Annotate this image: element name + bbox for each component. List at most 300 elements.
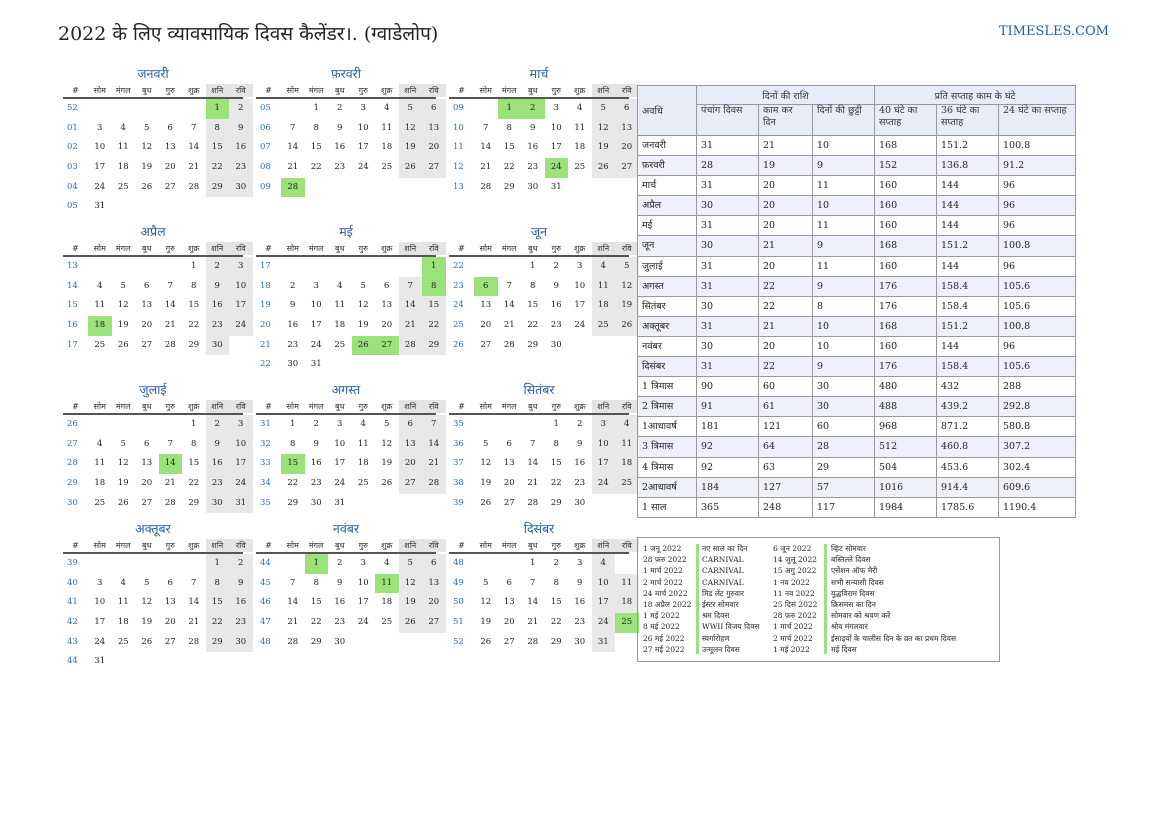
day-cell: 3 (360, 558, 366, 568)
day-cell (112, 415, 136, 435)
value-cell: 105.6 (999, 276, 1076, 296)
day-cell: 23 (334, 617, 346, 628)
day-cell: 14 (527, 458, 539, 469)
day-cell: 19 (117, 478, 129, 489)
day-cell: 23 (229, 158, 253, 178)
day-cell: 15 (188, 458, 200, 469)
weekday-label: मंगल (501, 244, 517, 253)
holiday-date: 14 जुलू 2022 (773, 555, 818, 565)
value-cell: 30 (697, 336, 759, 356)
days-group-header: दिनों की राशि (697, 86, 875, 105)
day-cell: 24 (545, 158, 569, 178)
day-cell: 9 (229, 119, 253, 139)
day-cell (399, 257, 423, 277)
day-cell: 19 (141, 617, 153, 628)
value-cell: 181 (697, 417, 759, 437)
week-row (63, 277, 247, 297)
weekday-label: सोम (479, 541, 492, 550)
week-row (256, 355, 436, 375)
holiday-name: एसेंशन ऑफ मैरी (831, 566, 878, 576)
week-row (63, 197, 243, 217)
weekday-label: # (458, 402, 465, 411)
period-cell: जून (638, 236, 697, 256)
value-cell: 30 (697, 296, 759, 316)
day-cell: 5 (483, 438, 489, 449)
week-number: 06 (260, 122, 271, 133)
week-row (449, 158, 633, 178)
weekday-label: बुध (335, 86, 345, 95)
day-cell: 5 (144, 122, 150, 133)
day-cell: 4 (384, 103, 390, 113)
weekday-label: शनि (592, 242, 616, 255)
weekday-label: बुध (528, 86, 538, 95)
value-cell: 144 (937, 196, 999, 216)
day-cell: 28 (399, 336, 423, 356)
day-cell: 29 (422, 336, 446, 356)
week-row (256, 296, 440, 316)
day-cell: 21 (480, 162, 492, 173)
day-cell: 3 (592, 415, 616, 435)
day-cell: 4 (577, 103, 583, 113)
day-cell: 2 (521, 99, 545, 119)
holiday-date: 1 नव 2022 (773, 577, 810, 587)
day-cell: 14 (188, 142, 200, 153)
weekday-label: शनि (206, 84, 230, 97)
value-cell: 160 (875, 196, 937, 216)
day-cell: 13 (381, 300, 393, 311)
day-cell: 22 (550, 617, 562, 628)
day-cell: 23 (310, 478, 322, 489)
value-cell: 9 (813, 276, 875, 296)
weekday-label: रवि (422, 242, 446, 255)
value-cell: 63 (759, 457, 813, 477)
day-cell: 9 (337, 577, 343, 588)
period-cell: फ़रवरी (638, 156, 697, 176)
holiday-list (637, 537, 1000, 662)
value-cell: 96 (999, 216, 1076, 236)
weekday-label: मंगल (308, 244, 324, 253)
month-name: मई (339, 224, 353, 239)
day-cell: 19 (399, 138, 423, 158)
week-number: 44 (260, 558, 271, 568)
weekday-label: गुरु (358, 244, 368, 253)
day-cell (159, 99, 183, 119)
value-cell: 10 (813, 196, 875, 216)
day-cell: 31 (229, 494, 253, 514)
value-cell: 144 (937, 176, 999, 196)
day-cell: 13 (422, 119, 446, 139)
day-cell: 22 (206, 158, 230, 178)
day-cell (88, 257, 112, 277)
day-cell: 16 (206, 296, 230, 316)
week-row (449, 574, 633, 594)
day-cell (112, 257, 136, 277)
day-cell: 18 (117, 617, 129, 628)
day-cell: 12 (480, 458, 492, 469)
week-number: 24 (453, 300, 464, 311)
week-row (449, 633, 629, 653)
day-cell: 13 (164, 597, 176, 608)
value-cell: 307.2 (999, 437, 1076, 457)
day-cell: 17 (574, 300, 586, 311)
month-name: मार्च (529, 66, 549, 81)
weekday-label: गुरु (551, 402, 561, 411)
day-cell: 5 (592, 99, 616, 119)
value-cell: 871.2 (937, 417, 999, 437)
weekday-label: सोम (286, 86, 299, 95)
weekday-label: बुध (528, 402, 538, 411)
day-cell: 25 (117, 181, 129, 192)
week-number: 35 (260, 497, 271, 508)
day-cell: 2 (337, 103, 343, 113)
day-cell: 10 (592, 574, 616, 594)
month-6 (449, 222, 633, 355)
period-cell: अप्रैल (638, 196, 697, 216)
day-cell: 24 (229, 316, 253, 336)
day-cell: 2 (290, 280, 296, 291)
day-cell: 19 (480, 478, 492, 489)
day-cell: 6 (474, 277, 498, 297)
week-row (449, 454, 633, 474)
day-cell: 23 (550, 320, 562, 331)
day-cell: 19 (141, 162, 153, 173)
week-number: 17 (260, 261, 271, 271)
value-cell: 21 (759, 236, 813, 256)
week-row (256, 99, 436, 119)
week-number: 47 (260, 617, 271, 628)
holiday-name: CARNIVAL (702, 566, 744, 576)
weekday-label: # (458, 86, 465, 95)
weekday-label: मंगल (308, 402, 324, 411)
day-cell: 27 (422, 158, 446, 178)
day-cell (112, 197, 136, 217)
value-cell: 127 (759, 477, 813, 497)
weekday-header (449, 84, 632, 99)
week-number: 09 (260, 181, 271, 192)
day-cell (352, 355, 376, 375)
day-cell: 15 (422, 296, 446, 316)
week-row (63, 454, 247, 474)
day-cell: 12 (615, 277, 639, 297)
day-cell (328, 178, 352, 198)
value-cell: 439.2 (937, 397, 999, 417)
holiday-date: 2 मार्च 2022 (773, 633, 813, 643)
day-cell (399, 633, 423, 653)
day-cell (182, 99, 206, 119)
value-cell: 20 (759, 256, 813, 276)
day-cell (135, 99, 159, 119)
day-cell (88, 99, 112, 119)
day-cell: 6 (144, 280, 150, 291)
day-cell: 15 (206, 593, 230, 613)
day-cell (498, 257, 522, 277)
week-number: 30 (67, 497, 78, 508)
week-number: 03 (67, 162, 78, 173)
value-cell: 30 (697, 196, 759, 216)
value-cell: 168 (875, 236, 937, 256)
day-cell: 24 (592, 613, 616, 633)
day-cell: 11 (94, 300, 106, 311)
day-cell (159, 257, 183, 277)
day-cell: 22 (188, 478, 200, 489)
value-cell: 22 (759, 276, 813, 296)
weekday-header (256, 242, 439, 257)
value-cell: 57 (813, 477, 875, 497)
day-cell: 24 (357, 617, 369, 628)
week-row (63, 257, 243, 277)
week-number: 01 (67, 122, 78, 133)
day-cell: 23 (334, 162, 346, 173)
day-cell: 29 (550, 636, 562, 647)
day-cell: 9 (313, 438, 319, 449)
holiday-name: क्रिसमस का दिन (831, 599, 876, 609)
value-cell: 151.2 (937, 136, 999, 156)
week-number: 07 (260, 142, 271, 153)
holiday-name: बस्तिल्ले दिवस (831, 555, 871, 565)
period-cell: 1 साल (638, 497, 697, 517)
day-cell: 16 (310, 458, 322, 469)
weekday-label: सोम (479, 86, 492, 95)
week-number: 17 (67, 339, 78, 350)
day-cell (615, 336, 639, 356)
week-row (63, 474, 247, 494)
day-cell: 31 (94, 201, 106, 212)
day-cell: 25 (94, 497, 106, 508)
page-title: 2022 के लिए व्यावसायिक दिवस कैलेंडर।. (ग्वाडेलोप) (58, 23, 439, 45)
day-cell: 26 (381, 478, 393, 489)
week-row (449, 316, 633, 336)
day-cell (206, 652, 230, 672)
day-cell: 7 (530, 577, 536, 588)
day-cell: 4 (615, 415, 639, 435)
holiday-date: 28 फ़रु 2022 (773, 611, 817, 621)
day-cell: 7 (290, 577, 296, 588)
day-cell: 7 (399, 277, 423, 297)
day-cell: 1 (553, 419, 559, 429)
week-number: 04 (67, 181, 78, 192)
summary-row (638, 336, 1076, 356)
day-cell: 11 (381, 122, 393, 133)
day-cell: 30 (287, 359, 299, 370)
week-row (63, 652, 243, 672)
day-cell: 12 (141, 597, 153, 608)
day-cell: 28 (480, 181, 492, 192)
day-cell: 18 (574, 142, 586, 153)
day-cell: 5 (399, 99, 423, 119)
holiday-name: ईस्टर सोमवार (702, 599, 739, 609)
day-cell: 5 (615, 257, 639, 277)
day-cell: 30 (206, 336, 230, 356)
day-cell: 10 (574, 280, 586, 291)
day-cell: 26 (615, 316, 639, 336)
holiday-date: 27 मई 2022 (643, 644, 685, 654)
holiday-marker-bar (696, 544, 699, 654)
day-cell (422, 494, 446, 514)
value-cell: 168 (875, 316, 937, 336)
day-cell: 17 (310, 320, 322, 331)
day-cell (375, 257, 399, 277)
site-link[interactable]: TIMESLES.COM (998, 24, 1109, 39)
day-cell: 30 (229, 633, 253, 653)
value-cell: 184 (697, 477, 759, 497)
value-cell: 1190.4 (999, 497, 1076, 517)
day-cell: 24 (229, 474, 253, 494)
day-cell (135, 415, 159, 435)
value-cell: 20 (759, 196, 813, 216)
value-cell: 8 (813, 296, 875, 316)
day-cell: 16 (550, 300, 562, 311)
day-cell (474, 415, 498, 435)
day-cell: 21 (399, 316, 423, 336)
day-cell: 30 (334, 636, 346, 647)
holiday-date: 1 जनू 2022 (643, 544, 682, 553)
weekday-label: गुरु (358, 86, 368, 95)
weekday-label: सोम (286, 244, 299, 253)
weekday-label: मंगल (501, 402, 517, 411)
day-cell: 10 (357, 122, 369, 133)
day-cell: 9 (337, 122, 343, 133)
day-cell (229, 197, 253, 217)
day-cell: 26 (141, 181, 153, 192)
day-cell: 7 (167, 280, 173, 291)
week-number: 20 (260, 320, 271, 331)
day-cell: 20 (164, 617, 176, 628)
month-name: दिसंबर (523, 521, 555, 536)
day-cell: 22 (550, 478, 562, 489)
day-cell: 5 (120, 438, 126, 449)
weekday-label: शनि (592, 84, 616, 97)
day-cell: 3 (97, 577, 103, 588)
day-cell: 13 (141, 300, 153, 311)
day-cell: 1 (206, 554, 230, 574)
value-cell: 30 (697, 236, 759, 256)
weekday-header (256, 539, 439, 554)
day-cell (88, 554, 112, 574)
day-cell: 10 (94, 142, 106, 153)
week-number: 12 (453, 162, 464, 173)
holiday-date: 2 मार्च 2022 (643, 577, 683, 587)
day-cell: 14 (422, 435, 446, 455)
value-cell: 19 (759, 156, 813, 176)
weekday-label: गुरु (165, 541, 175, 550)
day-cell: 30 (206, 494, 230, 514)
day-cell: 6 (422, 554, 446, 574)
weekday-header (63, 84, 246, 99)
value-cell: 90 (697, 377, 759, 397)
day-cell (375, 494, 399, 514)
value-cell: 968 (875, 417, 937, 437)
period-cell: अक्तूबर (638, 316, 697, 336)
day-cell: 20 (503, 478, 515, 489)
weekday-label: रवि (422, 400, 446, 413)
day-cell: 8 (206, 574, 230, 594)
weekday-label: शनि (399, 400, 423, 413)
weekday-label: शनि (399, 84, 423, 97)
day-cell: 7 (483, 122, 489, 133)
value-cell: 460.8 (937, 437, 999, 457)
day-cell (182, 652, 206, 672)
week-row (63, 316, 247, 336)
day-cell: 24 (94, 181, 106, 192)
value-cell: 22 (759, 357, 813, 377)
day-cell: 26 (592, 158, 616, 178)
day-cell: 12 (357, 300, 369, 311)
weekday-header (449, 242, 632, 257)
day-cell: 9 (530, 122, 536, 133)
weekday-label: सोम (93, 86, 106, 95)
week-row (256, 435, 440, 455)
day-cell: 8 (553, 577, 559, 588)
period-cell: 1 त्रिमास (638, 377, 697, 397)
holiday-date: 25 दिसं 2022 (773, 599, 818, 609)
day-cell: 24 (94, 636, 106, 647)
week-number: 45 (260, 577, 271, 588)
day-cell: 31 (592, 633, 616, 653)
day-cell: 2 (229, 99, 253, 119)
week-row (256, 574, 440, 594)
day-cell: 27 (399, 474, 423, 494)
weekday-label: # (265, 86, 272, 95)
week-row (63, 336, 243, 356)
day-cell: 9 (206, 435, 230, 455)
day-cell: 11 (94, 458, 106, 469)
week-row (449, 613, 633, 633)
day-cell: 23 (229, 613, 253, 633)
day-cell: 4 (592, 257, 616, 277)
day-cell: 30 (574, 636, 586, 647)
weekday-label: शुक्र (380, 86, 393, 95)
day-cell: 1 (498, 99, 522, 119)
day-cell: 4 (360, 419, 366, 429)
day-cell: 18 (334, 320, 346, 331)
day-cell: 14 (159, 454, 183, 474)
hours-group-header: प्रति सप्ताह काम के घंटे (875, 86, 1076, 105)
day-cell: 17 (357, 142, 369, 153)
weekday-label: शनि (399, 242, 423, 255)
value-cell: 453.6 (937, 457, 999, 477)
day-cell: 13 (164, 142, 176, 153)
week-row (256, 554, 436, 574)
day-cell: 6 (167, 122, 173, 133)
day-cell: 19 (480, 617, 492, 628)
weekday-label: गुरु (551, 244, 561, 253)
summary-row (638, 477, 1076, 497)
day-cell (592, 178, 616, 198)
value-cell: 144 (937, 216, 999, 236)
holiday-date: 18 अप्रैल 2022 (643, 599, 692, 609)
month-name: सितंबर (523, 382, 555, 397)
day-cell: 13 (503, 597, 515, 608)
value-cell: 151.2 (937, 236, 999, 256)
day-cell: 16 (574, 458, 586, 469)
day-cell: 2 (553, 558, 559, 568)
value-cell: 31 (697, 136, 759, 156)
day-cell: 28 (527, 636, 539, 647)
week-number: 46 (260, 597, 271, 608)
holiday-date: 28 फ़रु 2022 (643, 555, 687, 565)
day-cell: 7 (530, 438, 536, 449)
period-cell: नवंबर (638, 336, 697, 356)
day-cell: 1 (290, 419, 296, 429)
day-cell: 21 (164, 320, 176, 331)
week-number: 39 (453, 497, 464, 508)
day-cell: 17 (229, 296, 253, 316)
day-cell: 27 (164, 181, 176, 192)
day-cell: 12 (592, 119, 616, 139)
value-cell: 21 (759, 316, 813, 336)
day-cell: 27 (141, 339, 153, 350)
value-cell: 432 (937, 377, 999, 397)
